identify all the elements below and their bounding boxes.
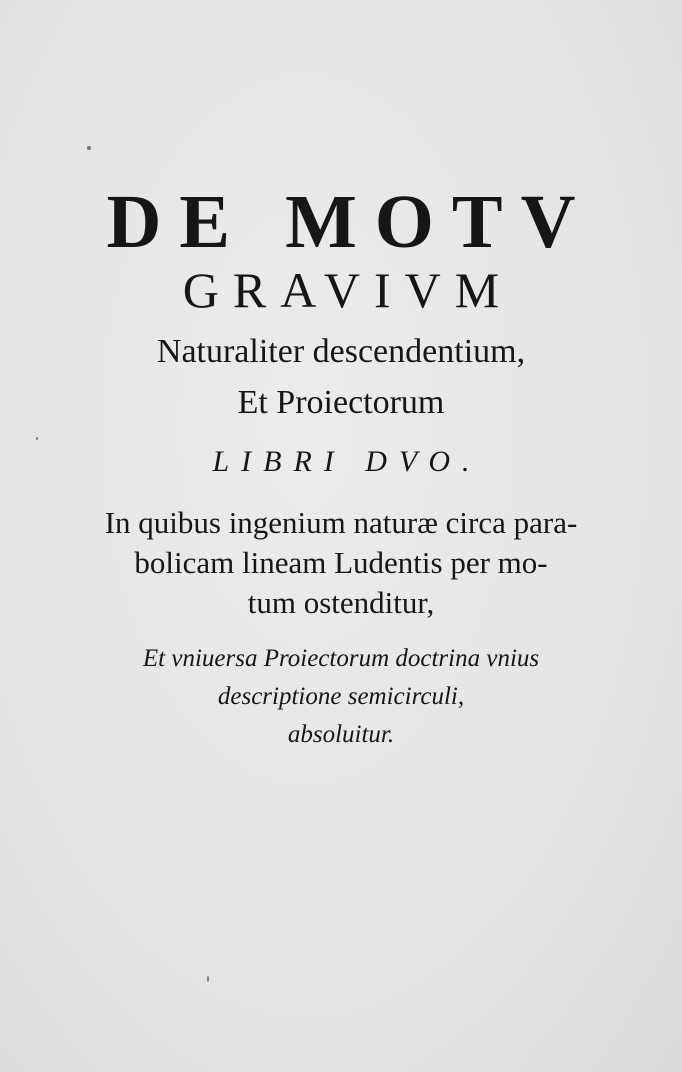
italic-line-1: Et vniuersa Proiectorum doctrina vnius	[142, 645, 540, 672]
ink-speck	[36, 437, 38, 440]
italic-line-3: absoluitur.	[287, 721, 395, 748]
title-line-2: GRAVIVM	[182, 262, 514, 318]
description-line-3: tum ostenditur,	[247, 585, 435, 620]
ink-speck	[87, 146, 91, 150]
subtitle-line-1: Naturaliter descendentium,	[156, 333, 526, 370]
books-line: LIBRI DVO.	[212, 445, 482, 478]
description-line-1: In quibus ingenium naturæ circa para-	[104, 505, 578, 540]
description-line-2: bolicam lineam Ludentis per mo-	[134, 545, 548, 580]
ink-speck	[207, 976, 209, 982]
subtitle-line-2: Et Proiectorum	[237, 384, 445, 421]
italic-line-2: descriptione semicirculi,	[217, 683, 465, 710]
title-line-1: DE MOTV	[106, 180, 594, 264]
